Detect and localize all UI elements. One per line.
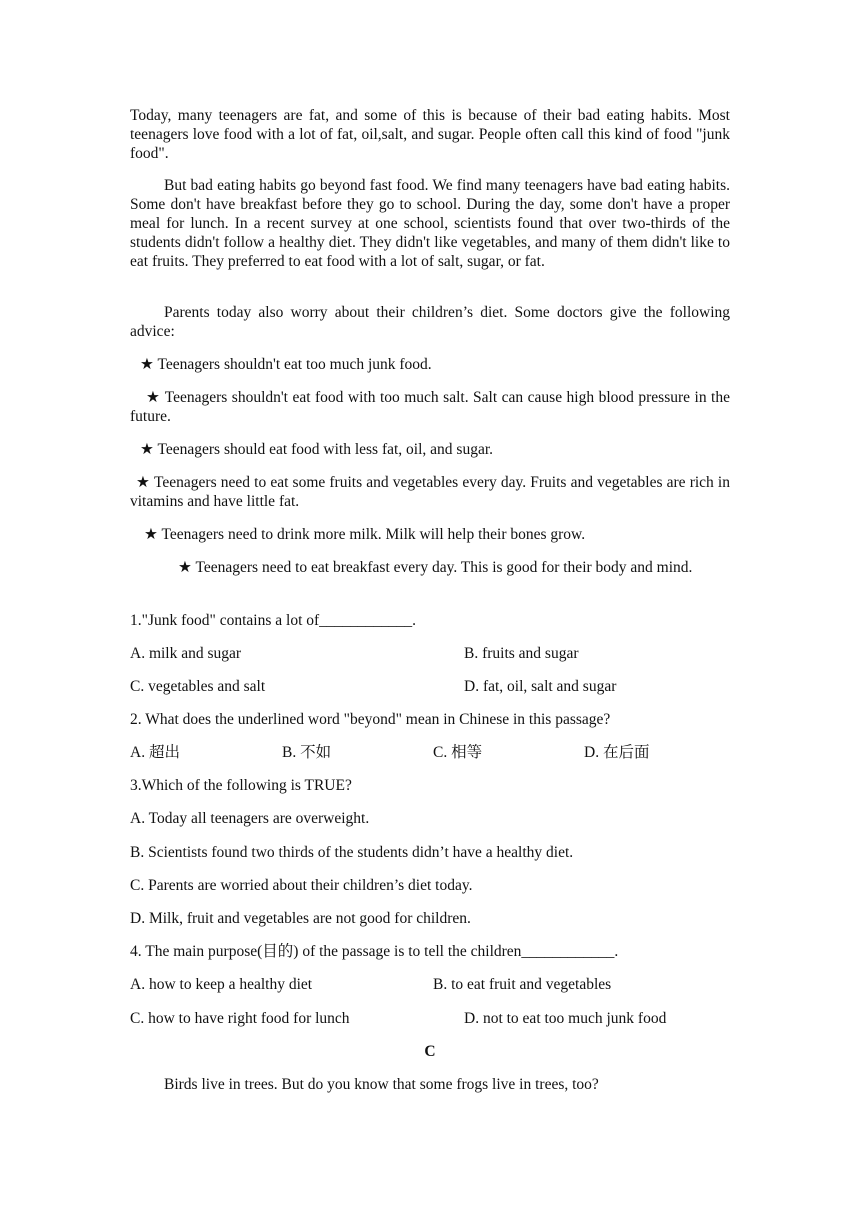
question-2-stem: 2. What does the underlined word "beyond" mean in Chinese in this passage?	[130, 711, 611, 728]
question-1-option-b: B. fruits and sugar	[464, 645, 579, 662]
advice-item: ★ Teenagers should eat food with less fat, oil, and sugar.	[140, 441, 494, 458]
question-3-option-b: B. Scientists found two thirds of the students didn’t have a healthy diet.	[130, 844, 574, 861]
advice-item: ★ Teenagers shouldn't eat food with too much salt. Salt can cause high blood pressure in the future.	[130, 389, 730, 425]
advice-item: ★ Teenagers need to eat some fruits and vegetables every day. Fruits and vegetables are rich in vitamins and have little fat.	[130, 474, 730, 510]
section-c-first-line: Birds live in trees. But do you know that some frogs live in trees, too?	[164, 1076, 599, 1093]
question-2-option-d: D. 在后面	[584, 744, 650, 761]
advice-item: ★ Teenagers need to eat breakfast every day. This is good for their body and mind.	[178, 559, 693, 576]
paragraph-intro: Today, many teenagers are fat, and some of this is because of their bad eating habits. Most teenagers love food with a lot of fat, oil,salt, and sugar. People often call this kind of food "junk food".	[130, 107, 730, 162]
question-1-option-c: C. vegetables and salt	[130, 678, 266, 695]
paragraph-bad-habits: But bad eating habits go beyond fast food. We find many teenagers have bad eating habits. Some don't have breakfast before they go to school. During the day, some don't have a proper meal for lunch. In a recent survey at one school, scientists found that over two-thirds of the students didn't follow a healthy diet. They didn't like vegetables, and many of them didn't like to eat fruits. They preferred to eat food with a lot of salt, sugar, or fat.	[130, 177, 730, 270]
question-3-option-a: A. Today all teenagers are overweight.	[130, 810, 370, 827]
question-4-stem: 4. The main purpose(目的) of the passage is to tell the children____________.	[130, 943, 619, 960]
question-3-option-d: D. Milk, fruit and vegetables are not good for children.	[130, 910, 471, 927]
section-heading: C	[424, 1043, 436, 1060]
question-4-option-c: C. how to have right food for lunch	[130, 1010, 350, 1027]
question-4-option-d: D. not to eat too much junk food	[464, 1010, 667, 1027]
paragraph-parents: Parents today also worry about their children’s diet. Some doctors give the following advice:	[130, 304, 730, 340]
question-1-option-a: A. milk and sugar	[130, 645, 242, 662]
question-4-option-a: A. how to keep a healthy diet	[130, 976, 313, 993]
question-1-option-d: D. fat, oil, salt and sugar	[464, 678, 617, 695]
advice-item: ★ Teenagers shouldn't eat too much junk food.	[140, 356, 432, 373]
question-3-option-c: C. Parents are worried about their children’s diet today.	[130, 877, 473, 894]
question-4-option-b: B. to eat fruit and vegetables	[433, 976, 612, 993]
question-3-stem: 3.Which of the following is TRUE?	[130, 777, 352, 794]
question-2-option-a: A. 超出	[130, 744, 180, 761]
advice-item: ★ Teenagers need to drink more milk. Milk will help their bones grow.	[144, 526, 586, 543]
question-2-option-c: C. 相等	[433, 744, 483, 761]
question-1-stem: 1."Junk food" contains a lot of____________.	[130, 612, 417, 629]
question-2-option-b: B. 不如	[282, 744, 332, 761]
